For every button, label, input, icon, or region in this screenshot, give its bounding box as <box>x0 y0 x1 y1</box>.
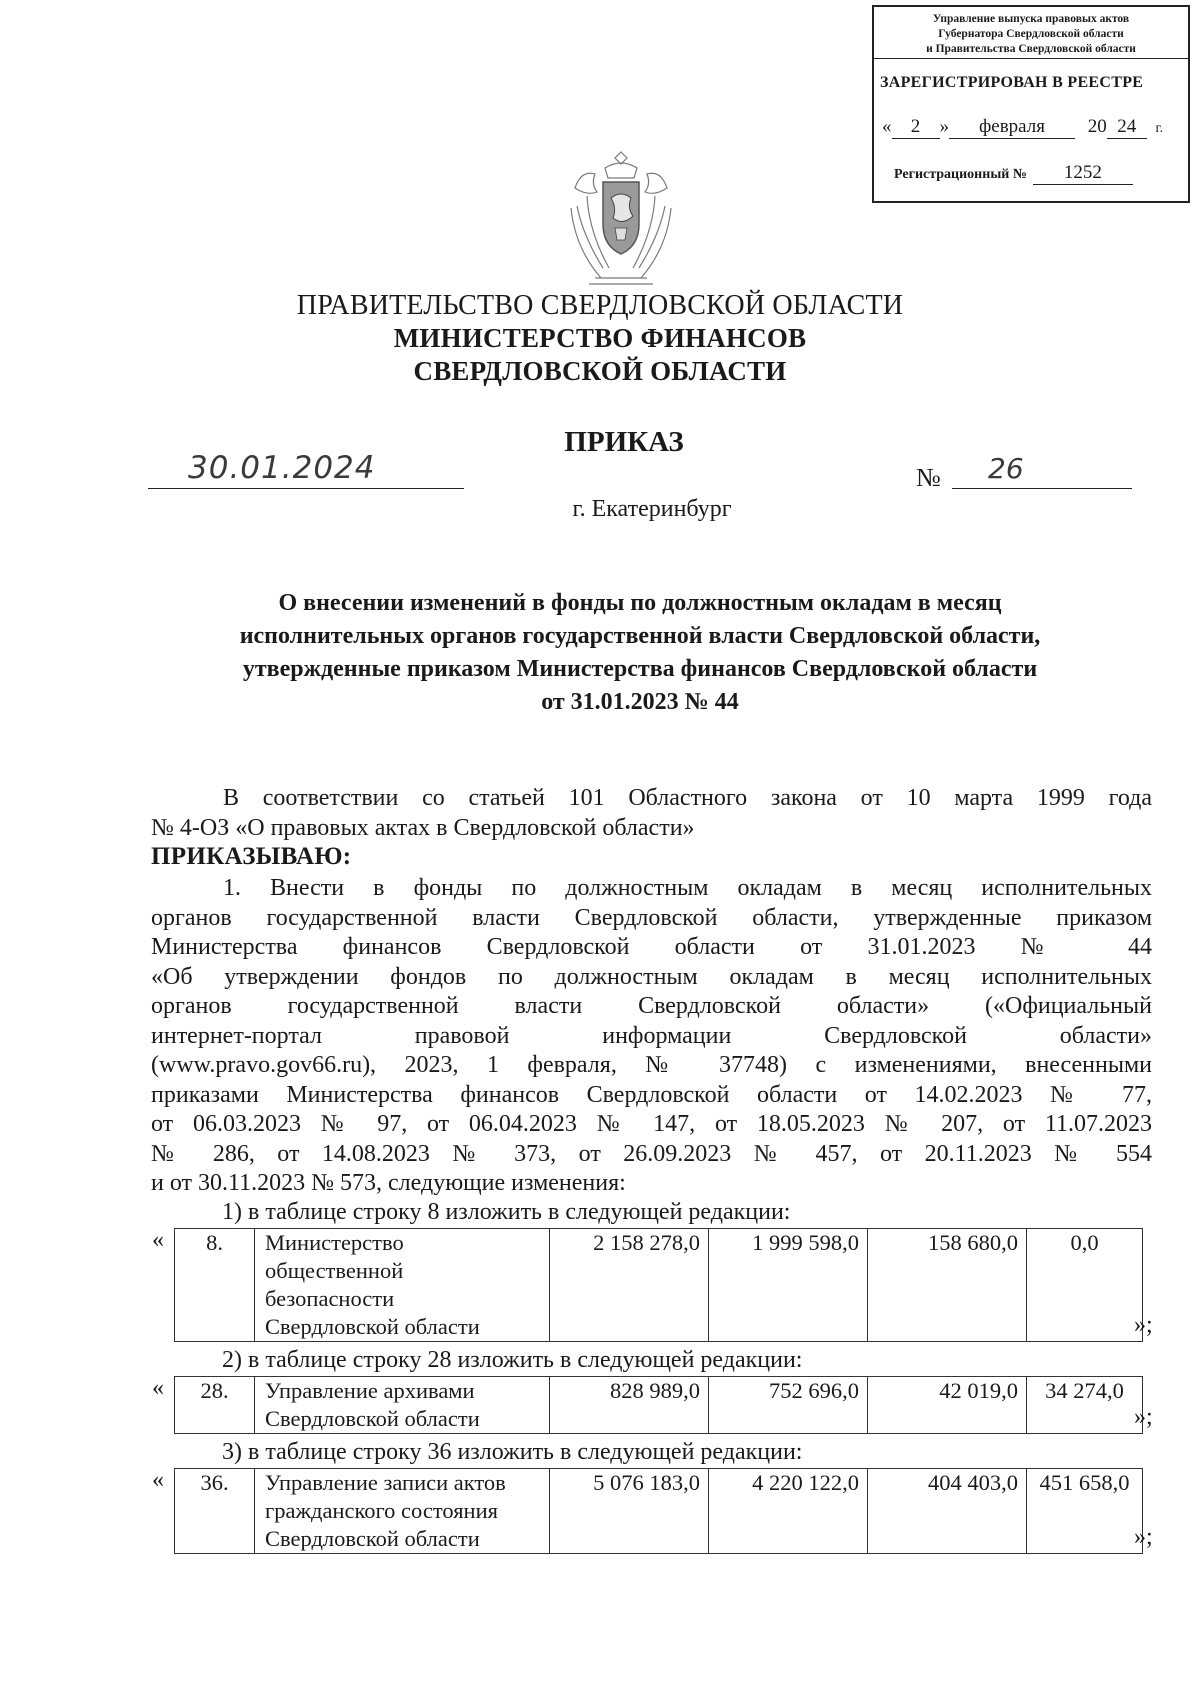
quote-open: « <box>152 1227 164 1253</box>
preamble <box>151 784 1152 843</box>
order-number: 26 <box>988 452 1024 485</box>
order-date: 30.01.2024 <box>188 450 376 486</box>
item-line: от 06.03.2023 № 97, от 06.04.2023 № 147, от 18.05.2023 № 207, от 11.07.2023 <box>151 1111 1152 1137</box>
stamp-month: февраля <box>949 116 1075 139</box>
stamp-year-unit: г. <box>1155 121 1164 136</box>
item-line: 1. Внести в фонды по должностным окладам в месяц исполнительных <box>223 875 1152 901</box>
row-name-line: гражданского состояния <box>265 1498 498 1523</box>
row-name-line: Управление архивами <box>265 1378 475 1403</box>
item-line: интернет-портал правовой информации Свердловской области» <box>151 1022 1152 1049</box>
quote-close: »; <box>1134 1312 1153 1338</box>
stamp-day: 2 <box>892 116 940 139</box>
row-name-line: безопасности <box>265 1286 395 1311</box>
row-value-4: 0,0 <box>1027 1229 1143 1342</box>
item-line: органов государственной власти Свердловской области» («Официальный <box>151 993 1152 1019</box>
item-1 <box>151 874 1152 1199</box>
row-value-4: 34 274,0 <box>1027 1377 1143 1434</box>
row-value-4: 451 658,0 <box>1027 1469 1143 1554</box>
subitem-3-text: 3) в таблице строку 36 изложить в следующей редакции: <box>222 1439 803 1465</box>
stamp-year-prefix: 20 <box>1087 116 1107 137</box>
stamp-registered-label: ЗАРЕГИСТРИРОВАН В РЕЕСТРЕ <box>880 74 1144 91</box>
subitem-2-text: 2) в таблице строку 28 изложить в следующей редакции: <box>222 1347 803 1373</box>
title-line: от 31.01.2023 № 44 <box>541 689 739 715</box>
registration-stamp <box>872 5 1190 203</box>
title-line: утвержденные приказом Министерства финансов Свердловской области <box>242 656 1038 682</box>
ministry-name-line1: МИНИСТЕРСТВО ФИНАНСОВ <box>393 323 807 353</box>
table-row <box>175 1469 1143 1554</box>
stamp-date <box>882 116 1163 139</box>
quote-close: »; <box>1134 1524 1153 1550</box>
table-row <box>175 1377 1143 1434</box>
row-name-line: Министерство <box>265 1230 404 1255</box>
stamp-reg-label: Регистрационный № <box>894 167 1027 182</box>
stamp-header-line: Управление выпуска правовых актов <box>932 13 1130 25</box>
preamble-line: В соответствии со статьей 101 Областного закона от 10 марта 1999 года <box>223 785 1152 811</box>
row-value-2: 4 220 122,0 <box>709 1469 868 1554</box>
item-line: и от 30.11.2023 № 573, следующие изменения: <box>151 1170 626 1196</box>
quote-open: « <box>152 1375 164 1401</box>
item-line: Министерства финансов Свердловской области от 31.01.2023 № 44 <box>151 934 1152 960</box>
row-value-3: 158 680,0 <box>868 1229 1027 1342</box>
table-row-36 <box>174 1468 1143 1554</box>
row-name <box>255 1469 550 1554</box>
ministry-name-line2: СВЕРДЛОВСКОЙ ОБЛАСТИ <box>413 356 787 386</box>
table-row-28 <box>174 1376 1143 1434</box>
preamble-line: № 4-ОЗ «О правовых актах в Свердловской области» <box>151 814 695 841</box>
item-line: приказами Министерства финансов Свердловской области от 14.02.2023 № 77, <box>151 1081 1152 1108</box>
item-line: (www.pravo.gov66.ru), 2023, 1 февраля, № 37748) с изменениями, внесенными <box>151 1052 1152 1078</box>
row-name-line: Свердловской области <box>265 1406 480 1431</box>
row-name-line: Свердловской области <box>265 1314 480 1339</box>
row-value-2: 1 999 598,0 <box>709 1229 868 1342</box>
stamp-quote-close: » <box>939 116 949 137</box>
order-word: ПРИКАЗЫВАЮ: <box>151 843 352 870</box>
table-row <box>175 1229 1143 1342</box>
row-name <box>255 1229 550 1342</box>
stamp-reg-number: 1252 <box>1033 162 1133 185</box>
quote-open: « <box>152 1467 164 1493</box>
row-number: 8. <box>175 1229 255 1342</box>
row-value-3: 404 403,0 <box>868 1469 1027 1554</box>
row-number: 36. <box>175 1469 255 1554</box>
item-line: органов государственной власти Свердловской области, утвержденные приказом <box>151 904 1152 931</box>
stamp-header-line: и Правительства Свердловской области <box>926 43 1136 55</box>
row-value-1: 2 158 278,0 <box>550 1229 709 1342</box>
stamp-year-suffix: 24 <box>1107 116 1147 139</box>
row-name-line: общественной <box>265 1258 404 1283</box>
quote-close: »; <box>1134 1404 1153 1430</box>
table-row-8 <box>174 1228 1143 1342</box>
row-name <box>255 1377 550 1434</box>
title-line: О внесении изменений в фонды по должностным окладам в месяц <box>278 590 1002 616</box>
stamp-header-line: Губернатора Свердловской области <box>938 28 1124 40</box>
stamp-header <box>874 7 1188 59</box>
row-name-line: Свердловской области <box>265 1526 480 1551</box>
title-line: исполнительных органов государственной власти Свердловской области, <box>239 623 1041 649</box>
number-underline <box>952 488 1132 489</box>
stamp-quote-open: « <box>882 116 892 137</box>
row-value-3: 42 019,0 <box>868 1377 1027 1434</box>
row-number: 28. <box>175 1377 255 1434</box>
city: г. Екатеринбург <box>572 496 732 522</box>
row-value-2: 752 696,0 <box>709 1377 868 1434</box>
row-value-1: 5 076 183,0 <box>550 1469 709 1554</box>
document-title <box>150 587 1130 719</box>
item-line: «Об утверждении фондов по должностным окладам в месяц исполнительных <box>151 963 1152 990</box>
government-name: ПРАВИТЕЛЬСТВО СВЕРДЛОВСКОЙ ОБЛАСТИ <box>296 290 904 321</box>
order-number-label: № <box>916 463 941 492</box>
row-name-line: Управление записи актов <box>265 1470 506 1495</box>
coat-of-arms-icon <box>565 148 677 290</box>
stamp-reg-number-row <box>894 162 1133 185</box>
row-value-1: 828 989,0 <box>550 1377 709 1434</box>
document-type: ПРИКАЗ <box>564 426 684 458</box>
item-line: № 286, от 14.08.2023 № 373, от 26.09.2023 № 457, от 20.11.2023 № 554 <box>151 1140 1152 1167</box>
date-underline <box>148 488 464 489</box>
subitem-1-text: 1) в таблице строку 8 изложить в следующей редакции: <box>222 1199 791 1225</box>
